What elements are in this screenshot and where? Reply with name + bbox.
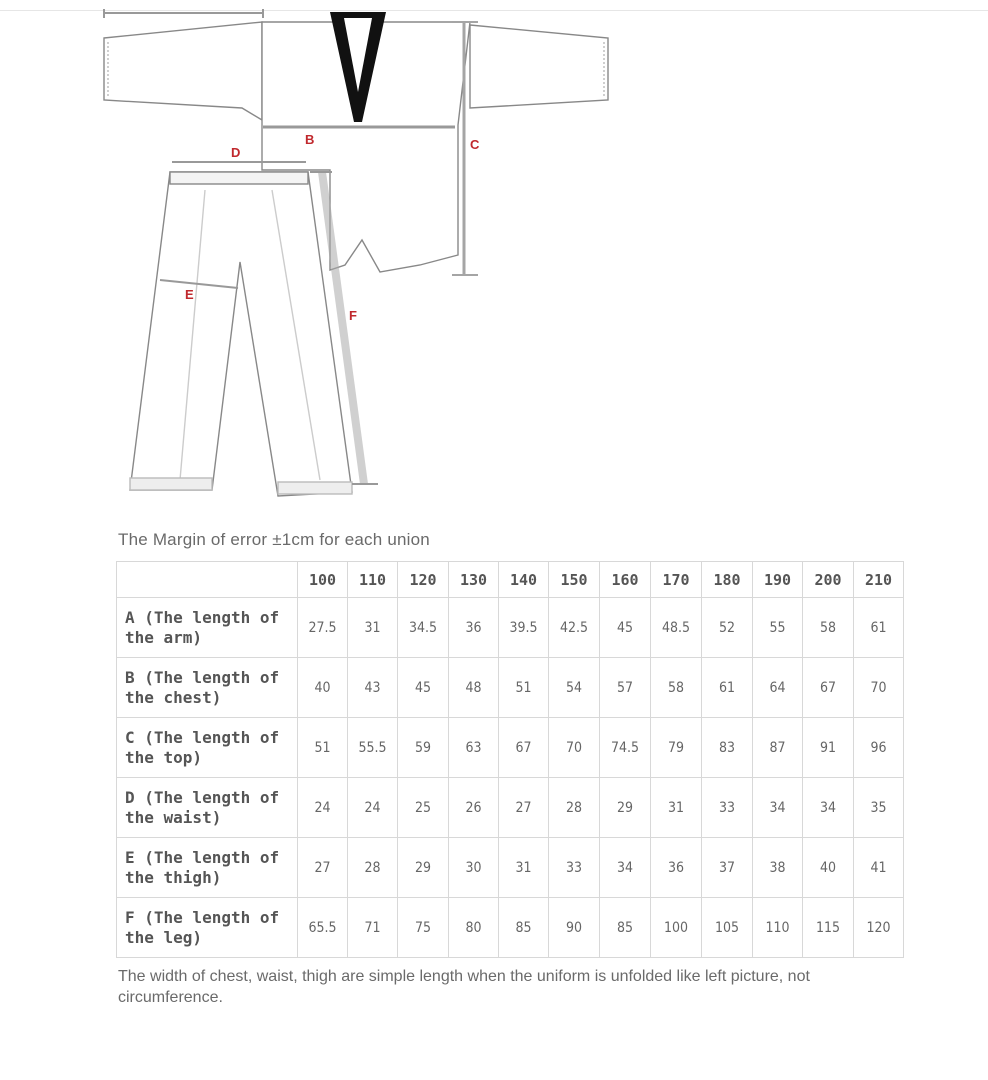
table-cell: 33 (549, 838, 600, 898)
size-header-cell: 160 (600, 562, 651, 598)
label-d: D (231, 145, 241, 160)
table-cell: 83 (702, 718, 753, 778)
table-row (117, 718, 904, 778)
table-cell: 59 (398, 718, 449, 778)
table-cell: 67 (499, 718, 549, 778)
table-cell: 34 (600, 838, 651, 898)
table-cell: 120 (854, 898, 904, 958)
header-corner (117, 562, 298, 598)
table-cell: 34.5 (398, 598, 449, 658)
table-cell: 51 (499, 658, 549, 718)
size-header-cell: 180 (702, 562, 753, 598)
table-cell: 57 (600, 658, 651, 718)
table-cell: 41 (854, 838, 904, 898)
pants-drawing (130, 172, 352, 496)
table-cell: 61 (854, 598, 904, 658)
table-cell: 54 (549, 658, 600, 718)
row-label: F (The length of the leg) (117, 898, 298, 958)
table-cell: 70 (549, 718, 600, 778)
table-cell: 26 (449, 778, 499, 838)
size-header-cell: 200 (803, 562, 854, 598)
size-header-cell: 110 (348, 562, 398, 598)
table-cell: 27 (499, 778, 549, 838)
table-cell: 34 (803, 778, 854, 838)
table-cell: 30 (449, 838, 499, 898)
table-cell: 85 (600, 898, 651, 958)
margin-of-error-note: The Margin of error ±1cm for each union (118, 530, 430, 549)
size-header-cell: 150 (549, 562, 600, 598)
table-cell: 74.5 (600, 718, 651, 778)
size-header-cell: 210 (854, 562, 904, 598)
table-cell: 43 (348, 658, 398, 718)
row-label: A (The length of the arm) (117, 598, 298, 658)
table-cell: 27 (298, 838, 348, 898)
size-header-cell: 170 (651, 562, 702, 598)
table-cell: 29 (398, 838, 449, 898)
table-cell: 38 (753, 838, 803, 898)
table-cell: 100 (651, 898, 702, 958)
table-cell: 25 (398, 778, 449, 838)
label-e: E (185, 287, 194, 302)
table-cell: 28 (348, 838, 398, 898)
table-cell: 64 (753, 658, 803, 718)
table-cell: 96 (854, 718, 904, 778)
size-header-cell: 130 (449, 562, 499, 598)
table-cell: 70 (854, 658, 904, 718)
table-cell: 85 (499, 898, 549, 958)
table-cell: 48 (449, 658, 499, 718)
size-header-row (117, 562, 904, 598)
table-cell: 63 (449, 718, 499, 778)
label-f: F (349, 308, 357, 323)
table-cell: 28 (549, 778, 600, 838)
row-label: C (The length of the top) (117, 718, 298, 778)
table-row (117, 838, 904, 898)
table-cell: 29 (600, 778, 651, 838)
table-cell: 61 (702, 658, 753, 718)
table-cell: 80 (449, 898, 499, 958)
table-row (117, 598, 904, 658)
table-cell: 36 (449, 598, 499, 658)
table-cell: 24 (348, 778, 398, 838)
table-cell: 40 (298, 658, 348, 718)
table-row (117, 778, 904, 838)
table-cell: 48.5 (651, 598, 702, 658)
table-cell: 71 (348, 898, 398, 958)
table-cell: 24 (298, 778, 348, 838)
label-b: B (305, 132, 315, 147)
table-cell: 31 (499, 838, 549, 898)
table-cell: 52 (702, 598, 753, 658)
table-cell: 27.5 (298, 598, 348, 658)
size-header-cell: 100 (298, 562, 348, 598)
table-cell: 40 (803, 838, 854, 898)
table-cell: 45 (600, 598, 651, 658)
table-cell: 45 (398, 658, 449, 718)
table-cell: 91 (803, 718, 854, 778)
table-cell: 31 (651, 778, 702, 838)
row-label: E (The length of the thigh) (117, 838, 298, 898)
size-header-cell: 120 (398, 562, 449, 598)
table-cell: 58 (651, 658, 702, 718)
table-cell: 55.5 (348, 718, 398, 778)
table-cell: 75 (398, 898, 449, 958)
table-cell: 51 (298, 718, 348, 778)
table-cell: 105 (702, 898, 753, 958)
uniform-diagram (0, 0, 988, 520)
table-cell: 87 (753, 718, 803, 778)
table-cell: 65.5 (298, 898, 348, 958)
table-row (117, 658, 904, 718)
table-cell: 39.5 (499, 598, 549, 658)
table-cell: 58 (803, 598, 854, 658)
table-cell: 37 (702, 838, 753, 898)
table-cell: 31 (348, 598, 398, 658)
row-label: B (The length of the chest) (117, 658, 298, 718)
size-table (116, 561, 904, 958)
table-cell: 33 (702, 778, 753, 838)
table-cell: 90 (549, 898, 600, 958)
table-cell: 55 (753, 598, 803, 658)
table-cell: 110 (753, 898, 803, 958)
table-cell: 42.5 (549, 598, 600, 658)
table-cell: 34 (753, 778, 803, 838)
row-label: D (The length of the waist) (117, 778, 298, 838)
table-cell: 115 (803, 898, 854, 958)
table-row (117, 898, 904, 958)
table-cell: 35 (854, 778, 904, 838)
width-note: The width of chest, waist, thigh are simple length when the uniform is unfolded like left picture, not circumference. (118, 968, 810, 1006)
size-header-cell: 140 (499, 562, 549, 598)
table-cell: 79 (651, 718, 702, 778)
table-cell: 67 (803, 658, 854, 718)
label-c: C (470, 137, 480, 152)
table-cell: 36 (651, 838, 702, 898)
size-header-cell: 190 (753, 562, 803, 598)
